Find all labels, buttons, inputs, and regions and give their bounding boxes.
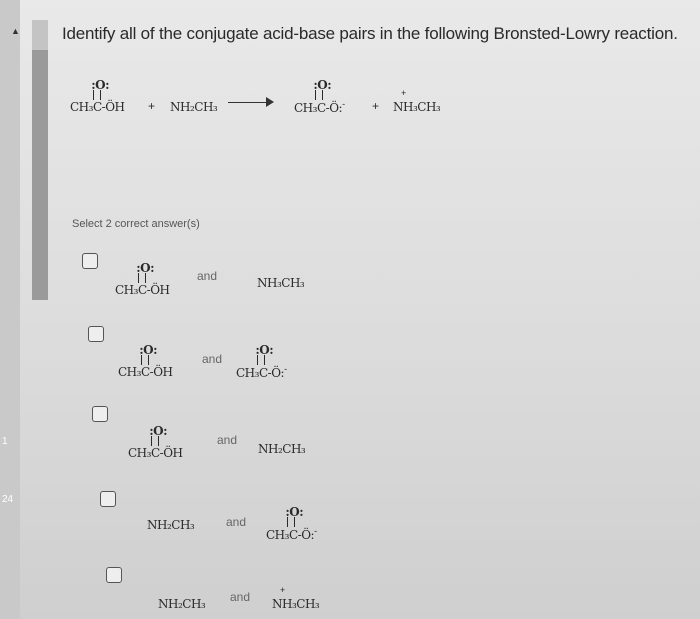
- option-checkbox[interactable]: [100, 491, 116, 507]
- carbonyl-oxygen: :O:: [255, 343, 274, 357]
- reactant-acid: [70, 78, 125, 114]
- and-label: and: [217, 433, 238, 447]
- charge-plus-icon: +: [280, 585, 286, 595]
- carbonyl-oxygen: :O:: [313, 78, 332, 92]
- option-checkbox[interactable]: [92, 406, 108, 422]
- plus-sign: +: [372, 99, 380, 113]
- reaction-arrow: [228, 102, 270, 103]
- carbonyl-oxygen: :O:: [91, 78, 110, 92]
- option-left-formula: NH₂CH₃: [147, 518, 195, 532]
- carbonyl-oxygen: :O:: [139, 343, 158, 357]
- edge-number: 24: [2, 494, 14, 505]
- plus-sign: +: [148, 99, 156, 113]
- option-right-formula: CH₃C-Ö:: [266, 528, 315, 542]
- reactant-acid-formula: CH₃C-ÖH: [70, 100, 125, 114]
- and-label: and: [197, 269, 218, 283]
- scroll-up-icon[interactable]: ▲: [11, 26, 20, 36]
- carbonyl-oxygen: :O:: [136, 261, 155, 275]
- and-label: and: [230, 590, 251, 604]
- double-bond: [287, 517, 295, 527]
- double-bond: [151, 436, 159, 446]
- carbonyl-oxygen: :O:: [149, 424, 168, 438]
- question-text: Identify all of the conjugate acid-base pairs in the following Bronsted-Lowry reaction.: [62, 24, 678, 43]
- option-right-formula: NH₃CH₃: [272, 597, 320, 611]
- option-left-formula: CH₃C-ÖH: [128, 446, 183, 460]
- option-left-molecule: [115, 261, 170, 297]
- double-bond: [257, 355, 265, 365]
- option-right-formula: CH₃C-Ö:: [236, 366, 285, 380]
- reactant-base: NH₂CH₃: [170, 100, 218, 114]
- option-right-molecule: :O: CH₃C-Ö:-: [266, 505, 317, 542]
- option-left-formula: CH₃C-ÖH: [118, 365, 173, 379]
- option-right-formula: NH₃CH₃: [257, 276, 305, 290]
- product1-formula: CH₃C-Ö:: [294, 101, 343, 115]
- option-checkbox[interactable]: [82, 253, 98, 269]
- double-bond: [141, 355, 149, 365]
- option-left-formula: NH₂CH₃: [158, 597, 206, 611]
- and-label: and: [226, 515, 247, 529]
- option-right-formula: NH₂CH₃: [258, 442, 306, 456]
- option-right-molecule: :O: CH₃C-Ö:-: [236, 343, 287, 380]
- left-edge-strip: [0, 0, 20, 619]
- carbonyl-oxygen: :O:: [285, 505, 304, 519]
- instructions-text: Select 2 correct answer(s): [72, 218, 200, 230]
- option-checkbox[interactable]: [88, 326, 104, 342]
- option-left-molecule: [128, 424, 183, 460]
- product-conjugate-base: :O: CH₃C-Ö:-: [294, 78, 345, 115]
- scrollbar-thumb[interactable]: [32, 50, 48, 300]
- double-bond: [138, 273, 146, 283]
- option-checkbox[interactable]: [106, 567, 122, 583]
- option-left-molecule: [118, 343, 173, 379]
- and-label: and: [202, 352, 223, 366]
- option-left-formula: CH₃C-ÖH: [115, 283, 170, 297]
- edge-number: 1: [2, 436, 8, 447]
- product2-formula: NH₃CH₃: [393, 100, 441, 114]
- double-bond: [93, 90, 101, 100]
- double-bond: [315, 90, 323, 100]
- arrow-head-icon: [266, 97, 274, 107]
- charge-plus-icon: +: [401, 88, 407, 98]
